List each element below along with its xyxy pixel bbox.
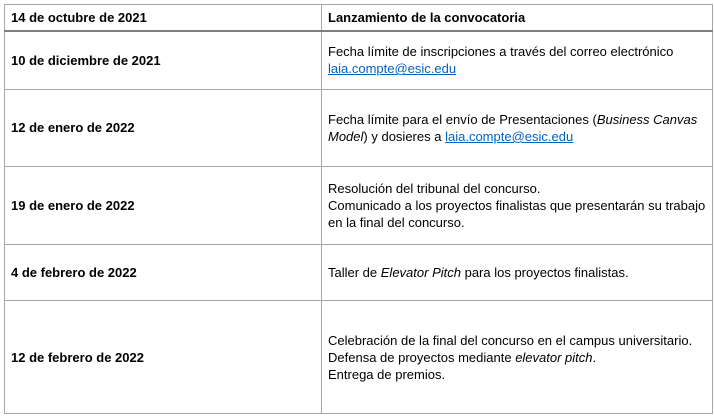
table-row [5,31,713,89]
table-header-row [5,5,713,31]
description-italic: Elevator Pitch [380,264,461,280]
table-row [5,167,713,244]
table-row [5,301,713,414]
row-description [322,167,713,244]
row-date: 10 de diciembre de 2021 [5,31,322,89]
description-italic: elevator pitch [515,349,593,365]
description-line: Resolución del tribunal del concurso. [328,180,541,196]
description-text: Fecha límite de inscripciones a través del correo electrónico [328,44,674,60]
header-date: 14 de octubre de 2021 [5,5,322,31]
description-line: Entrega de premios. [328,366,446,382]
row-date: 12 de febrero de 2022 [5,301,322,414]
description-text: ) y dosieres a [363,128,442,144]
row-date: 19 de enero de 2022 [5,167,322,244]
table-row [5,89,713,166]
table-row [5,244,713,301]
calendar-table [4,4,713,414]
description-text: para los proyectos finalistas. [464,264,629,280]
description-line: Comunicado a los proyectos finalistas que presentarán su trabajo en la final del concurso. [328,197,706,230]
email-link[interactable]: laia.compte@esic.edu [328,61,457,77]
row-date: 12 de enero de 2022 [5,89,322,166]
description-text: Defensa de proyectos mediante [328,349,512,365]
description-text: Fecha límite para el envío de Presentaciones ( [328,111,597,127]
row-description [322,89,713,166]
description-line: Celebración de la final del concurso en el campus universitario. [328,332,693,348]
description-italic: Business Canvas Model [328,111,698,144]
email-link[interactable]: laia.compte@esic.edu [445,128,574,144]
description-text: . [592,349,597,365]
description-text: Taller de [328,264,378,280]
row-description [322,301,713,414]
row-date: 4 de febrero de 2022 [5,244,322,301]
row-description [322,244,713,301]
header-event: Lanzamiento de la convocatoria [322,5,713,31]
row-description [322,31,713,89]
